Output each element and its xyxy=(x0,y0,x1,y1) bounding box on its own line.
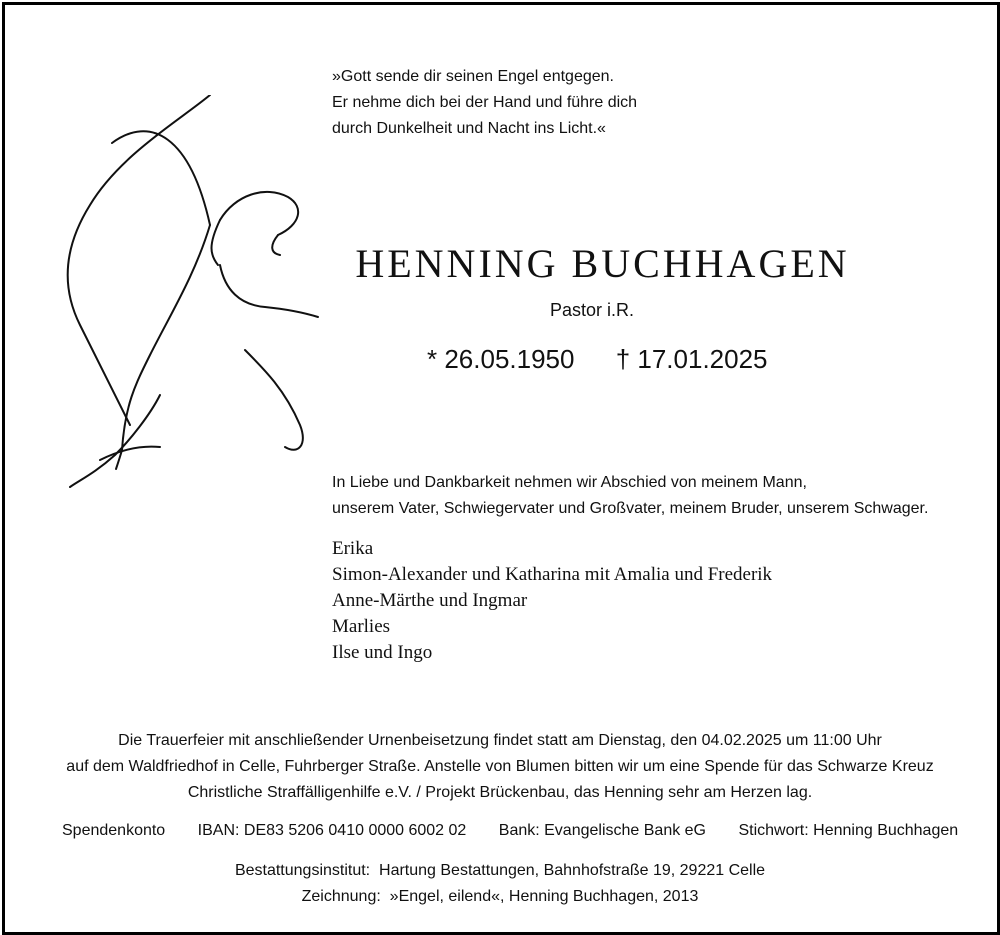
farewell-line: unserem Vater, Schwiegervater und Großvater, meinem Bruder, unserem Schwager. xyxy=(332,500,929,517)
funeral-line: Christliche Straffälligenhilfe e.V. / Projekt Brückenbau, das Henning sehr am Herzen lag. xyxy=(187,784,813,801)
funeral-line: Die Trauerfeier mit anschließender Urnenbeisetzung findet statt am Dienstag, den 04.02.2025 um 11:00 Uhr xyxy=(118,732,882,749)
mourners-list xyxy=(332,536,772,666)
life-dates xyxy=(427,344,768,375)
quote-line: Er nehme dich bei der Hand und führe dich xyxy=(332,94,638,111)
bible-quote xyxy=(332,64,637,142)
mourner-entry: Ilse und Ingo xyxy=(332,642,433,663)
footer-info xyxy=(0,858,1000,910)
death-date: † 17.01.2025 xyxy=(615,344,768,374)
quote-line: durch Dunkelheit und Nacht ins Licht.« xyxy=(332,120,606,137)
deceased-title: Pastor i.R. xyxy=(550,300,635,320)
mourner-entry: Anne-Märthe und Ingmar xyxy=(332,590,528,611)
mourner-entry: Marlies xyxy=(332,616,391,637)
donation-account xyxy=(0,819,1000,843)
funeral-details xyxy=(0,728,1000,806)
quote-line: »Gott sende dir seinen Engel entgegen. xyxy=(332,68,614,85)
undertaker-info: Bestattungsinstitut: Hartung Bestattungen, Bahnhofstraße 19, 29221 Celle xyxy=(234,862,766,879)
angel-drawing-icon xyxy=(60,95,320,490)
funeral-line: auf dem Waldfriedhof in Celle, Fuhrberger Straße. Anstelle von Blumen bitten wir um eine Spende für das Schwarze Kreuz xyxy=(66,758,934,775)
farewell-text xyxy=(332,470,928,522)
deceased-name: HENNING BUCHHAGEN xyxy=(355,241,850,286)
birth-date: * 26.05.1950 xyxy=(427,344,575,374)
donation-iban: IBAN: DE83 5206 0410 0000 6002 02 xyxy=(197,822,467,839)
mourner-entry: Simon-Alexander und Katharina mit Amalia und Frederik xyxy=(332,564,773,585)
donation-keyword: Stichwort: Henning Buchhagen xyxy=(738,822,959,839)
farewell-line: In Liebe und Dankbarkeit nehmen wir Abschied von meinem Mann, xyxy=(332,474,807,491)
donation-bank: Bank: Evangelische Bank eG xyxy=(498,822,706,839)
donation-label: Spendenkonto xyxy=(62,822,166,839)
drawing-credit: Zeichnung: »Engel, eilend«, Henning Buchhagen, 2013 xyxy=(301,888,699,905)
mourner-entry: Erika xyxy=(332,538,374,559)
